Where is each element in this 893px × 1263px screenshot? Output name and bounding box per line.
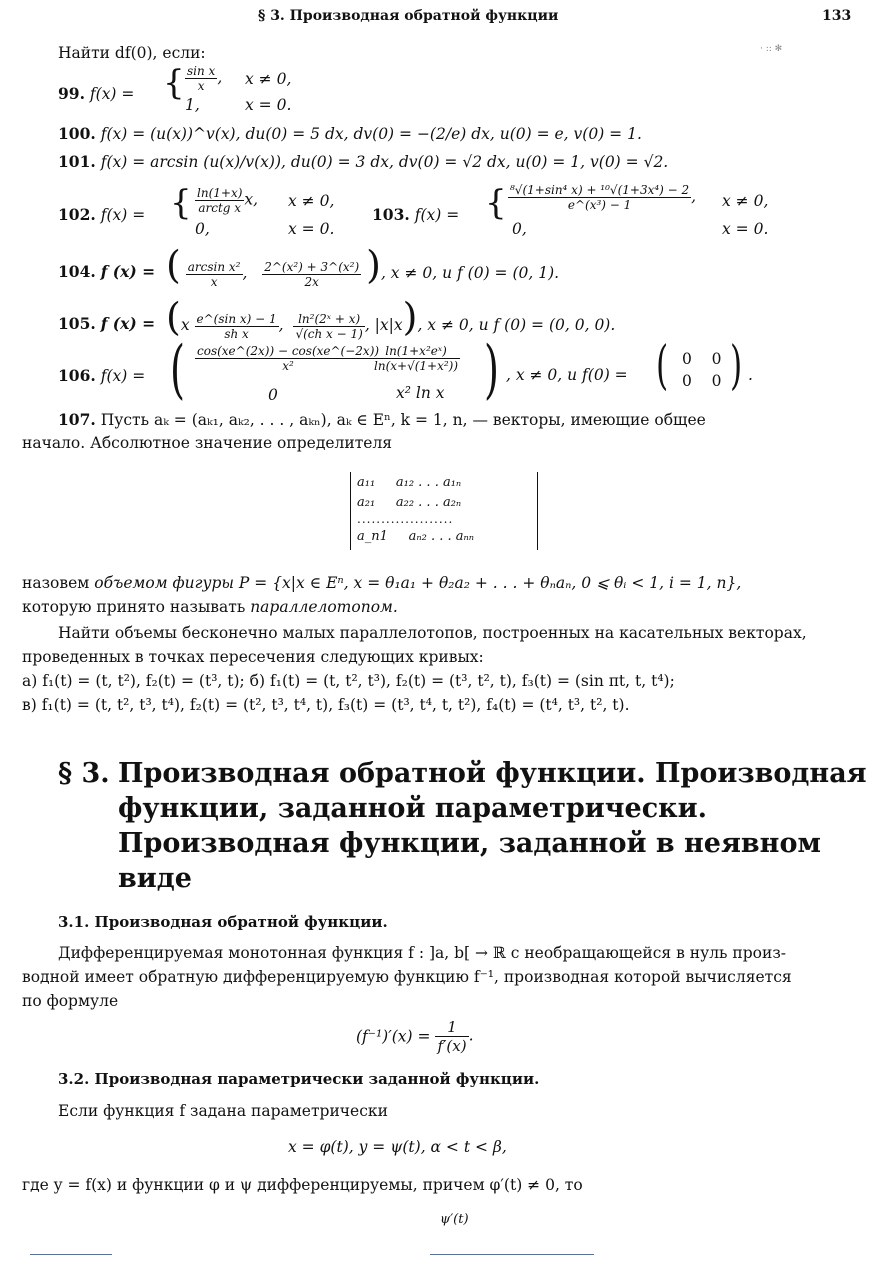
problem-number: 105. xyxy=(58,314,96,333)
problem-lhs: f(x) = xyxy=(89,85,135,103)
problem-tail: , x ≠ 0, и f(0) = xyxy=(506,366,628,384)
denominator: f′(x) xyxy=(437,1037,467,1055)
problem-tail: , x ≠ 0, и f (0) = (0, 0, 0). xyxy=(417,316,616,334)
text: назовем xyxy=(22,574,95,592)
page-number: 133 xyxy=(822,8,852,24)
case-tail: x, xyxy=(244,190,259,209)
problem-number: 107. xyxy=(58,410,96,429)
problem-number: 102. xyxy=(58,205,96,224)
case-row-1: $\frac{\text{⁸√(1+sin⁴ x) + ¹⁰√(1+3x⁴) − 2}}{\text{e\textasciicircum{}(x³) − 1}}$ , xyxy=(510,183,697,212)
problem-number: 101. xyxy=(58,152,96,171)
det-entry: a₂₂ . . . a₂ₙ xyxy=(395,495,462,510)
numerator: ⁸√(1+sin⁴ x) + ¹⁰√(1+3x⁴) − 2 xyxy=(510,183,690,197)
right-paren: ) xyxy=(730,336,743,396)
cut-line: ψ′(t) xyxy=(440,1212,469,1227)
problem-99 xyxy=(58,84,134,103)
footer-rule xyxy=(30,1254,112,1255)
matrix-entry: 0 xyxy=(711,350,722,368)
fraction xyxy=(262,260,361,289)
denominator: √(ch x − 1) xyxy=(295,326,363,341)
left-brace: { xyxy=(485,183,507,223)
case-row-1: $\frac{\text{sin x}}{x}$ , xyxy=(187,64,223,93)
det-row xyxy=(357,494,531,512)
text: P = {x|x ∈ Eⁿ, x = θ₁a₁ + θ₂a₂ + . . . + θₙaₙ, 0 ⩽ θᵢ < 1, i = 1, n}, xyxy=(234,574,742,592)
numerator: arcsin x² xyxy=(187,259,241,274)
det-entry: a₂₁ xyxy=(357,495,376,510)
problem-107-line8: в) f₁(t) = (t, t², t³, t⁴), f₂(t) = (t², t³, t⁴, t), f₃(t) = (t³, t⁴, t, t²), f₄(t) = (t⁴, t³, t², t). xyxy=(22,696,630,714)
paragraph-line: где y = f(x) и функции φ и ψ дифференцируемы, причем φ′(t) ≠ 0, то xyxy=(22,1176,583,1194)
section-number: § 3. xyxy=(58,758,110,789)
problem-107-line6: проведенных в точках пересечения следующих кривых: xyxy=(22,648,484,666)
prefix: x xyxy=(180,316,190,334)
running-title: § 3. Производная обратной функции xyxy=(258,8,559,24)
paragraph-line: водной имеет обратную дифференцируемую функцию f⁻¹, производная которой вычисляется xyxy=(22,968,792,986)
problem-101 xyxy=(58,152,668,171)
left-paren: ( xyxy=(170,333,185,407)
matrix-a21: 0 xyxy=(268,386,278,404)
component: |x|x xyxy=(374,316,403,334)
vector-104: ( $\frac{\text{arcsin x²}}{x}$ , $\frac{\text{2\textasciicircum{}(x²) + 3\textasciicircum{}(x²)}}{2x}$ ), x ≠ 0, и f (0) = (0, 1). xyxy=(166,243,560,289)
matrix-entry: 0 xyxy=(711,372,722,390)
case-condition-1: x ≠ 0, xyxy=(245,70,292,88)
numerator: ln(1+x) xyxy=(197,186,243,200)
numerator: 2^(x²) + 3^(x²) xyxy=(264,259,360,274)
fraction xyxy=(185,64,217,93)
paragraph-line: Если функция f задана параметрически xyxy=(58,1102,388,1120)
matrix-entry: 0 xyxy=(682,350,692,368)
problem-lhs: f (x) = xyxy=(100,314,156,333)
problem-number: 104. xyxy=(58,262,96,281)
problem-107-line2: начало. Абсолютное значение определителя xyxy=(22,434,393,452)
problem-number: 103. xyxy=(372,205,410,224)
numerator: sin x xyxy=(187,64,216,78)
problem-lhs: f (x) = xyxy=(100,262,156,281)
problem-104 xyxy=(58,262,155,281)
problem-107-line1 xyxy=(58,410,706,429)
case-condition-1: x ≠ 0, xyxy=(288,192,335,210)
det-row xyxy=(357,472,531,494)
det-entry: a_n1 xyxy=(357,529,388,544)
case-condition-2: x = 0. xyxy=(288,220,335,238)
title-line: функции, заданной параметрически. xyxy=(118,793,708,824)
title-line: Производная обратной функции. Производная xyxy=(118,758,867,789)
matrix-a12 xyxy=(372,344,460,373)
right-paren: ) xyxy=(484,333,499,407)
case-condition-2: x = 0. xyxy=(722,220,769,238)
case-expr-2: 1, xyxy=(185,96,200,114)
det-entry: a₁₁ xyxy=(357,475,376,490)
problem-107-line3 xyxy=(22,574,741,592)
parametric-formula: x = φ(t), y = ψ(t), α < t < β, xyxy=(288,1138,507,1156)
problem-text: f(x) = arcsin (u(x)/v(x)), du(0) = 3 dx, dv(0) = √2 dx, u(0) = 1, v(0) = √2. xyxy=(100,153,669,171)
fraction xyxy=(195,344,381,373)
vector-105: (x $\frac{\text{e\textasciicircum{}(sin x) − 1}}{\text{sh x}}$ , $\frac{\text{ln²(2ˣ + x)}}{\text{√(ch x − 1)}}$ , |x|x), x ≠ 0, и f (0) = (0, 0, 0). xyxy=(166,295,616,341)
fraction xyxy=(186,260,243,289)
fraction xyxy=(293,312,364,341)
case-row-1 xyxy=(195,186,258,215)
problem-103 xyxy=(372,205,459,224)
footer-rule xyxy=(430,1254,594,1255)
problem-number: 100. xyxy=(58,124,96,143)
numerator: ln²(2ˣ + x) xyxy=(293,312,364,327)
case-expr-2: 0, xyxy=(512,220,527,238)
denominator: ln(x+√(1+x²)) xyxy=(374,359,459,373)
problem-102 xyxy=(58,205,145,224)
det-entry: aₙ₂ . . . aₙₙ xyxy=(408,529,475,544)
fraction xyxy=(195,186,244,215)
problem-107-line7: а) f₁(t) = (t, t²), f₂(t) = (t³, t); б) f₁(t) = (t, t², t³), f₂(t) = (t³, t², t), f₃(t) = (sin πt, t, t⁴); xyxy=(22,672,675,690)
denominator: x xyxy=(210,274,218,289)
term: параллелотопом. xyxy=(250,598,398,616)
inverse-derivative-formula xyxy=(356,1018,474,1055)
fraction xyxy=(435,1018,468,1055)
scan-speck: · :: ✻ xyxy=(760,44,783,54)
paragraph-line: по формуле xyxy=(22,992,119,1010)
fraction xyxy=(195,312,279,341)
case-condition-1: x ≠ 0, xyxy=(722,192,769,210)
numerator: ln(1+x²eˣ) xyxy=(372,344,460,359)
text: которую принято называть xyxy=(22,598,251,616)
denominator: x² xyxy=(282,359,294,373)
title-line: виде xyxy=(118,863,192,894)
matrix-entry: 0 xyxy=(682,372,692,390)
zero-matrix xyxy=(682,350,721,390)
numerator: e^(sin x) − 1 xyxy=(196,311,277,326)
problem-105 xyxy=(58,314,155,333)
problem-106 xyxy=(58,366,145,385)
problem-tail: , x ≠ 0, и f (0) = (0, 1). xyxy=(380,264,560,282)
denominator: e^(x³) − 1 xyxy=(567,198,632,212)
section-title xyxy=(118,756,867,896)
matrix-a11 xyxy=(195,344,381,373)
numerator: 1 xyxy=(435,1018,468,1037)
paragraph-line: Дифференцируемая монотонная функция f : ]a, b[ → ℝ с необращающейся в нуль произ- xyxy=(58,944,787,962)
problem-107-line4 xyxy=(22,598,398,616)
subsection-heading-3-1: 3.1. Производная обратной функции. xyxy=(58,913,388,931)
matrix-a22: x² ln x xyxy=(396,384,445,402)
title-line: Производная функции, заданной в неявном xyxy=(118,828,821,859)
left-paren: ( xyxy=(656,336,669,396)
denominator: arctg x xyxy=(198,201,242,215)
formula-end: . xyxy=(468,1026,474,1045)
determinant xyxy=(350,472,538,550)
problems-intro: Найти df(0), если: xyxy=(58,44,206,62)
problem-lhs: f(x) = xyxy=(100,367,146,385)
left-brace: { xyxy=(170,183,192,223)
denominator: 2x xyxy=(304,274,319,289)
subsection-heading-3-2: 3.2. Производная параметрически заданной функции. xyxy=(58,1070,540,1088)
fraction xyxy=(372,344,460,373)
case-expr-2: 0, xyxy=(195,220,210,238)
denominator: x xyxy=(197,79,205,93)
det-row xyxy=(357,526,531,548)
problem-text: Пусть aₖ = (aₖ₁, aₖ₂, . . . , aₖₙ), aₖ ∈ Eⁿ, k = 1, n, — векторы, имеющие общее xyxy=(100,411,706,429)
problem-107-line5: Найти объемы бесконечно малых параллелотопов, построенных на касательных векторах, xyxy=(58,624,807,642)
term: объемом фигуры xyxy=(94,574,234,592)
problem-number: 99. xyxy=(58,84,85,103)
fraction xyxy=(508,183,691,212)
det-entry: a₁₂ . . . a₁ₙ xyxy=(395,475,462,490)
left-brace: { xyxy=(163,63,185,103)
problem-lhs: f(x) = xyxy=(100,206,146,224)
problem-100 xyxy=(58,124,642,143)
problem-lhs: f(x) = xyxy=(414,206,460,224)
problem-number: 106. xyxy=(58,366,96,385)
formula-lhs: (f⁻¹)′(x) = xyxy=(356,1027,431,1046)
det-dots: .................... xyxy=(357,512,454,526)
numerator: cos(xe^(2x)) − cos(xe^(−2x)) xyxy=(197,344,380,358)
period: . xyxy=(748,366,753,384)
problem-text: f(x) = (u(x))^v(x), du(0) = 5 dx, dv(0) = −(2/e) dx, u(0) = e, v(0) = 1. xyxy=(100,125,642,143)
denominator: sh x xyxy=(224,326,249,341)
case-condition-2: x = 0. xyxy=(245,96,292,114)
